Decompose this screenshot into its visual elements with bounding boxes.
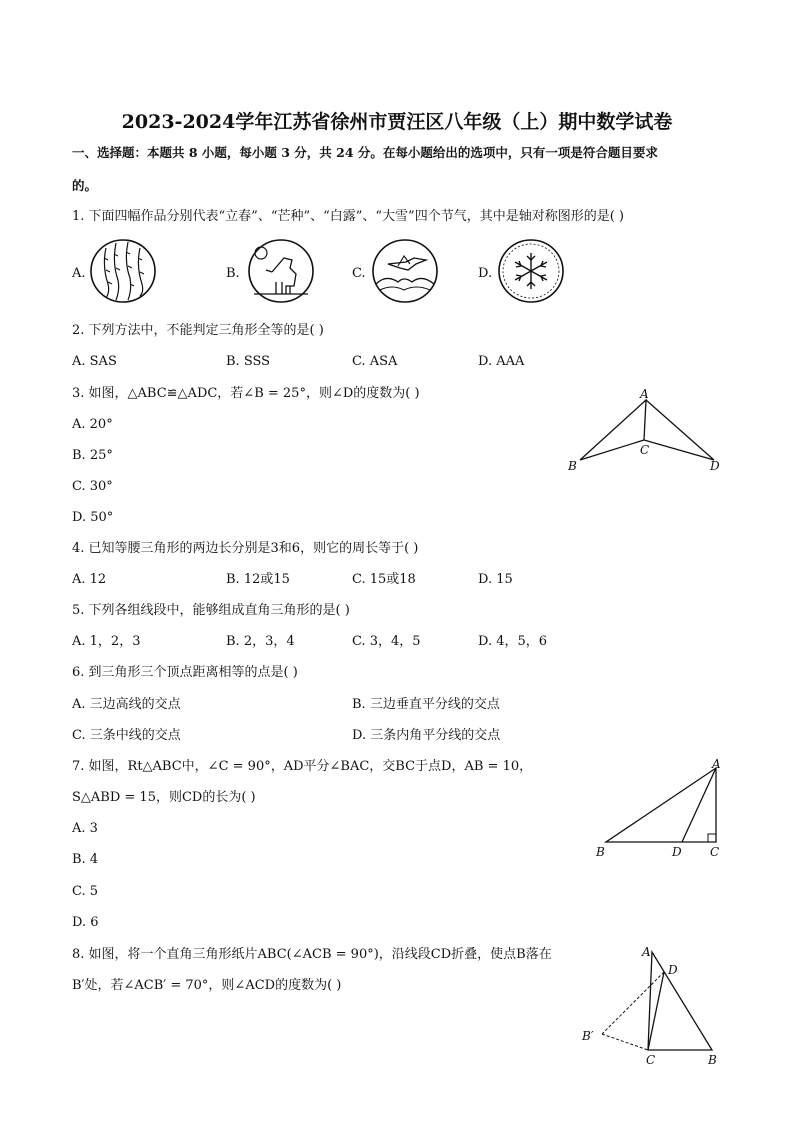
q8-label-c: C: [646, 1053, 656, 1067]
q6-option-b[interactable]: B. 三边垂直平分线的交点: [352, 697, 500, 712]
q8-label-d: D: [668, 963, 678, 977]
q2-option-c[interactable]: C. ASA: [352, 354, 398, 369]
q8-figure: [578, 942, 728, 1066]
question-4-stem: 4. 已知等腰三角形的两边长分别是3和6，则它的周长等于( ): [72, 541, 419, 556]
question-1-stem: 1. 下面四幅作品分别代表“立春”、“芒种”、“白露”、“大雪”四个节气，其中是轴对称图形的是( ): [72, 209, 624, 224]
question-7-stem-cont: S△ABD = 15，则CD的长为( ): [72, 790, 256, 805]
q3-label-d: D: [710, 459, 720, 473]
q3-label-b: B: [568, 459, 577, 473]
q5-option-d[interactable]: D. 4，5，6: [478, 634, 548, 649]
q1-option-b[interactable]: B.: [226, 266, 240, 281]
q7-label-c: C: [710, 845, 720, 859]
q7-figure: [590, 756, 730, 862]
q7-option-b[interactable]: B. 4: [72, 852, 99, 867]
q8-label-b: B: [708, 1053, 717, 1067]
page-title: 2023-2024学年江苏省徐州市贾汪区八年级（上）期中数学试卷: [121, 111, 673, 133]
question-5-stem: 5. 下列各组线段中，能够组成直角三角形的是( ): [72, 603, 350, 618]
q3-option-b[interactable]: B. 25°: [72, 448, 113, 463]
q6-option-c[interactable]: C. 三条中线的交点: [72, 728, 181, 743]
q3-option-c[interactable]: C. 30°: [72, 479, 113, 494]
q3-label-a: A: [640, 387, 649, 401]
q5-option-c[interactable]: C. 3，4，5: [352, 634, 421, 649]
question-6-stem: 6. 到三角形三个顶点距离相等的点是( ): [72, 665, 298, 680]
question-3-stem: 3. 如图，△ABC≌△ADC，若∠B = 25°，则∠D的度数为( ): [72, 386, 420, 401]
deer-icon: [246, 238, 316, 304]
q4-option-a[interactable]: A. 12: [72, 572, 107, 587]
q7-label-d: D: [672, 845, 682, 859]
q2-option-b[interactable]: B. SSS: [226, 354, 271, 369]
q5-option-a[interactable]: A. 1，2，3: [72, 634, 141, 649]
q2-option-a[interactable]: A. SAS: [72, 354, 117, 369]
q1-option-a[interactable]: A.: [72, 266, 86, 281]
q7-option-c[interactable]: C. 5: [72, 884, 99, 899]
q5-option-b[interactable]: B. 2，3，4: [226, 634, 295, 649]
goose-icon: [370, 238, 440, 304]
question-8-stem-cont: B′处，若∠ACB′ = 70°，则∠ACD的度数为( ): [72, 978, 342, 993]
willow-icon: [88, 238, 158, 304]
q1-option-c[interactable]: C.: [352, 266, 366, 281]
q7-label-b: B: [596, 845, 605, 859]
q4-option-b[interactable]: B. 12或15: [226, 572, 290, 587]
q3-option-d[interactable]: D. 50°: [72, 510, 114, 525]
question-8-stem: 8. 如图，将一个直角三角形纸片ABC(∠ACB = 90°)，沿线段CD折叠，使点B落在: [72, 947, 552, 962]
section-heading-cont: 的。: [72, 178, 98, 193]
q6-option-d[interactable]: D. 三条内角平分线的交点: [352, 728, 501, 743]
q3-option-a[interactable]: A. 20°: [72, 417, 113, 432]
q1-option-d[interactable]: D.: [478, 266, 493, 281]
question-7-stem: 7. 如图，Rt△ABC中，∠C = 90°，AD平分∠BAC，交BC于点D，AB = 10，: [72, 759, 533, 774]
section-heading: 一、选择题：本题共 8 小题，每小题 3 分，共 24 分。在每小题给出的选项中，只有一项是符合题目要求: [72, 145, 658, 160]
q8-label-bprime: B′: [582, 1029, 594, 1043]
question-2-stem: 2. 下列方法中，不能判定三角形全等的是( ): [72, 323, 324, 338]
q7-option-d[interactable]: D. 6: [72, 915, 99, 930]
q4-option-c[interactable]: C. 15或18: [352, 572, 416, 587]
snowflake-icon: [496, 238, 566, 304]
q7-option-a[interactable]: A. 3: [72, 821, 98, 836]
q6-option-a[interactable]: A. 三边高线的交点: [72, 697, 181, 712]
q8-label-a: A: [642, 945, 651, 959]
q4-option-d[interactable]: D. 15: [478, 572, 513, 587]
q2-option-d[interactable]: D. AAA: [478, 354, 525, 369]
q3-figure: [560, 384, 730, 474]
q7-label-a: A: [712, 757, 721, 771]
q3-label-c: C: [640, 443, 650, 457]
